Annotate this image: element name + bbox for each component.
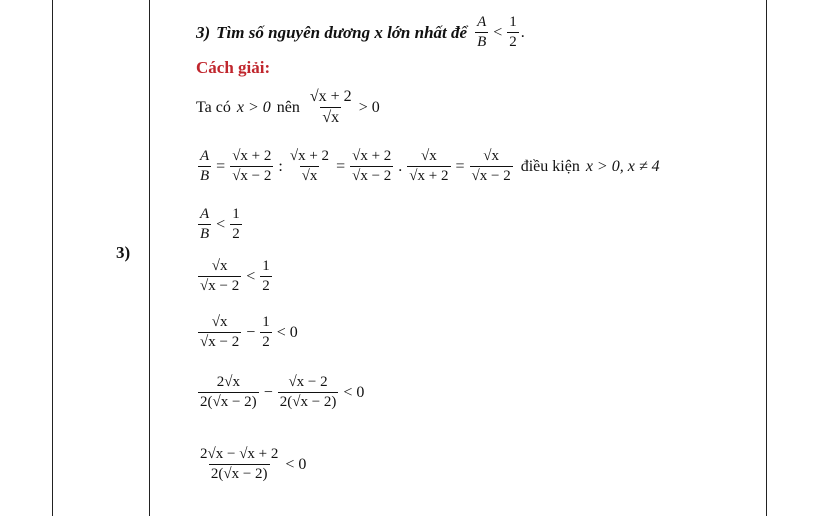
- fraction-a-over-b: $\frac{A}{B}$: [477, 14, 487, 50]
- step2-fraction-5: $\frac{√x}{√x - 2}$: [471, 148, 511, 184]
- step6-fraction-b: $\frac{√x - 2}{2(√x - 2)}$: [279, 374, 337, 410]
- step3-a-over-b: $\frac{A}{B}$: [200, 206, 210, 242]
- solution-title: Cách giải:: [196, 58, 271, 77]
- step7-fraction: $\frac{2√x - √x + 2}{2(√x - 2)}$: [200, 446, 279, 482]
- step4-one-half: $\frac{1}{2}$: [262, 258, 270, 294]
- step2-fraction-1: $\frac{√x + 2}{√x - 2}$: [232, 148, 272, 184]
- step1-fraction: $\frac{√x + 2}{√x}$: [309, 88, 352, 126]
- step-3: $\frac{A}{B}$ < $\frac{1}{2}$: [200, 206, 240, 242]
- step4-fraction: $\frac{√x}{√x - 2}$: [200, 258, 240, 294]
- step2-fraction-2: $\frac{√x + 2}{√x}$: [289, 148, 330, 184]
- step-5: $\frac{√x}{√x - 2}$ − $\frac{1}{2}$ < 0: [200, 314, 298, 350]
- column-divider: [149, 0, 150, 516]
- problem-text: Tìm số nguyên dương x lớn nhất để: [216, 22, 468, 42]
- step-4: $\frac{√x}{√x - 2}$ < $\frac{1}{2}$: [200, 258, 270, 294]
- step3-one-half: $\frac{1}{2}$: [232, 206, 240, 242]
- step2-fraction-3: $\frac{√x + 2}{√x - 2}$: [352, 148, 392, 184]
- problem-number: 3): [196, 22, 211, 42]
- less-than-sign: <: [493, 23, 503, 41]
- step2-a-over-b: $\frac{A}{B}$: [200, 148, 210, 184]
- row-label: 3): [116, 243, 131, 262]
- step-2: $\frac{A}{B}$ = $\frac{√x + 2}{√x - 2}$ : $\frac{√x + 2}{√x}$ = $\frac{√x + 2}{√x - 2}$ . $\frac{√x}{√x + 2}$ = $\frac{√x}{√x - 2}$ điều kiện x > 0, x ≠ 4: [200, 148, 660, 184]
- step-7: $\frac{2√x - √x + 2}{2(√x - 2)}$ < 0: [200, 446, 307, 482]
- problem-statement: 3) Tìm số nguyên dương x lớn nhất để $\frac{A}{B}$ < $\frac{1}{2}$ .: [196, 14, 525, 50]
- step5-fraction: $\frac{√x}{√x - 2}$: [200, 314, 240, 350]
- step6-fraction-a: $\frac{2√x}{2(√x - 2)}$: [200, 374, 257, 410]
- step-1: Ta có x > 0 nên $\frac{√x + 2}{√x}$ > 0: [196, 88, 380, 126]
- step2-fraction-4: $\frac{√x}{√x + 2}$: [409, 148, 449, 184]
- step5-one-half: $\frac{1}{2}$: [262, 314, 270, 350]
- table-frame: [52, 0, 767, 516]
- step-6: $\frac{2√x}{2(√x - 2)}$ − $\frac{√x - 2}{2(√x - 2)}$ < 0: [200, 374, 365, 410]
- fraction-one-half: $\frac{1}{2}$: [509, 14, 517, 50]
